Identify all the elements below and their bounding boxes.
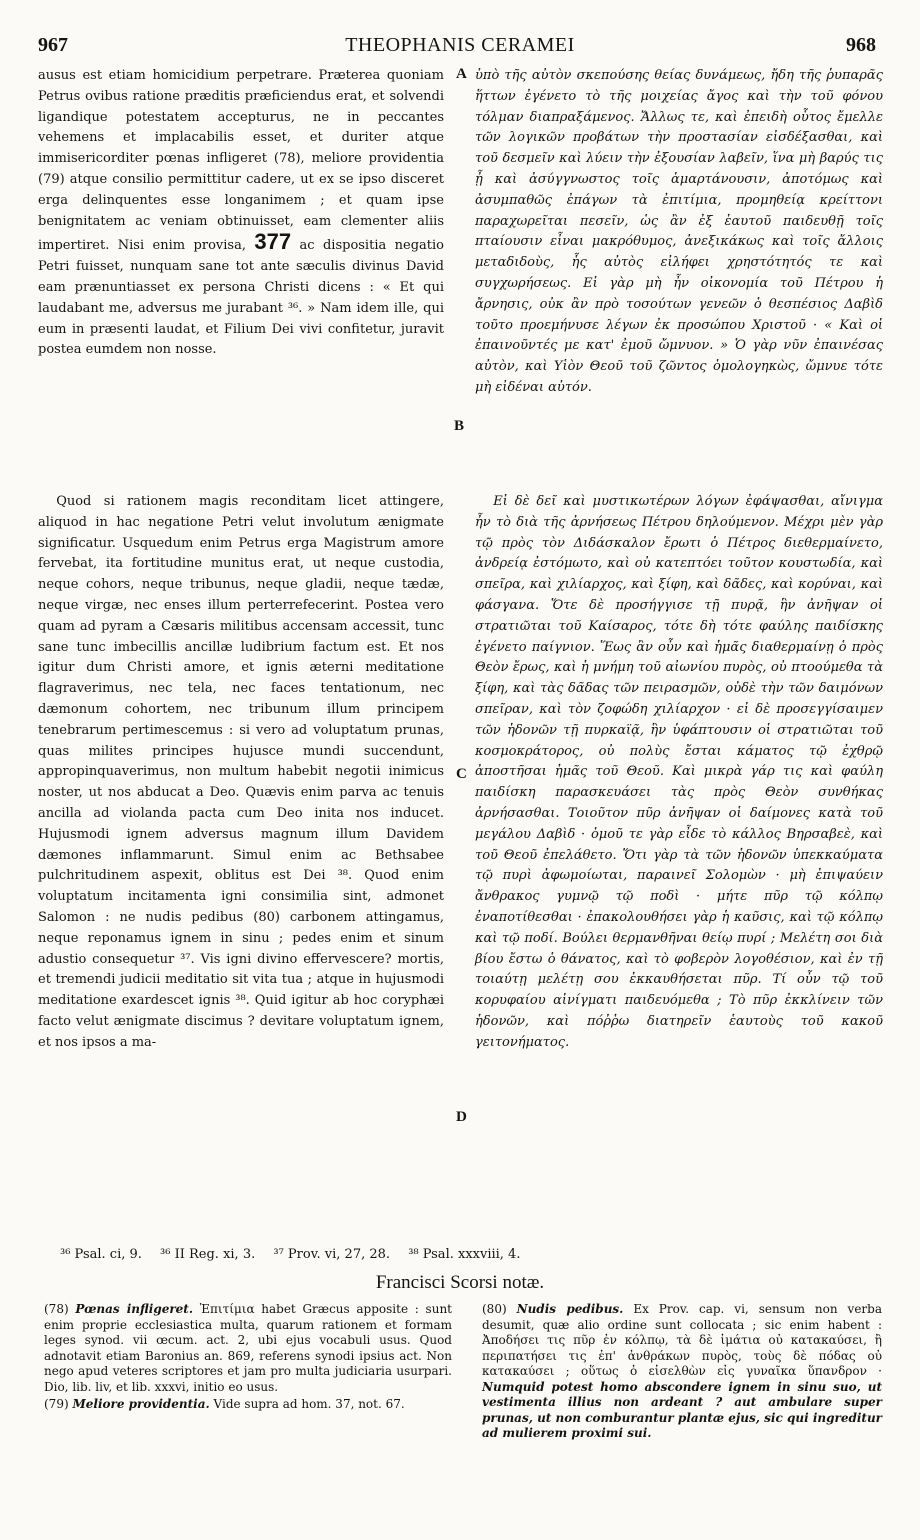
note-80 xyxy=(482,1302,882,1442)
note-80-vulgate: Numquid potest homo abscondere ignem in sinu suo, ut vestimenta illius non ardeant ? aut ambulare super prunas, ut non comburantur plantæ ejus, sic qui ingreditur ad mulierem proximi sui. xyxy=(482,1379,882,1440)
note-79 xyxy=(44,1397,452,1413)
notes-column-left xyxy=(44,1302,452,1415)
latin-paragraph-2: Quod si rationem magis reconditam licet attingere, aliquod in hac negatione Petri velut involutum ænigmate significatur. Usquedum enim Petrus erga Magistrum amore fervebat, ita fortitudine munitus erat, ut neque custodia, neque cohors, neque tribunus, neque gladii, neque tædæ, neque virgæ, nec enses illum perterrefecerint. Postea vero quam ad pyram a Cæsaris militibus accensam accessit, tunc sane tunc imbecillis ancillæ ludibrium factum est. Et nos igitur dum Christi amore, et ignis æterni meditatione flagraverimus, nec tela, nec faces tentationum, nec dæmonum cohortem, nec tribunum illum principem tenebrarum pertimescemus : si vero ad voluptatum prunas, quas milites principes hujusce mundi succendunt, appropinquaverimus, non multum habebit negotii inimicus noster, ut nos abducat a Deo. Quævis enim parva ac tenuis ancilla ad violanda pacta cum Deo inita nos inducet. Hujusmodi ignem adversus magnum illum Davidem dæmones inflammarunt. Simul enim ac Bethsabee pulchritudinem aspexit, oblitus est Dei ³⁸. Quod enim voluptatum incitamenta igni consimilia sint, admonet Salomon : ne nudis pedibus (80) carbonem attingamus, neque reponamus ignem in sinu ; pedes enim et sinum adustio consequetur ³⁷. Vis igni divino effervescere? mortis, et tremendi judicii meditatio sit vita tua ; atque in hujusmodi meditatione exardescet ignis ³⁸. Quid igitur ab hoc coryphæi facto velut ænigmate discimus ? devitare voluptatum ignem, et nos ipsos a ma- xyxy=(38,494,444,1050)
page-number-right: 968 xyxy=(846,34,876,56)
greek-paragraph-2: Εἰ δὲ δεῖ καὶ μυστικωτέρων λόγων ἐφάψασθαι, αἴνιγμα ἦν τὸ διὰ τῆς ἀρνήσεως Πέτρου δηλούμενον. Μέχρι μὲν γὰρ τῷ πρὸς τὸν Διδάσκαλον ἔρωτι ὁ Πέτρος διεθερμαίνετο, ἀνδρείᾳ ἐστόμωτο, καὶ οὐ κατεπτόει τοῦτον κουστωδία, καὶ σπεῖρα, καὶ χιλίαρχος, καὶ ξίφη, καὶ δᾶδες, καὶ κορύναι, καὶ φάσγανα. Ὅτε δὲ προσήγγισε τῇ πυρᾷ, ἣν ἀνῆψαν οἱ στρατιῶται τοῦ Καίσαρος, τότε δὴ τότε φαύλης παιδίσκης ἐγένετο παίγνιον. Ἕως ἂν οὖν καὶ ἡμᾶς διαθερμαίνῃ ὁ πρὸς Θεὸν ἔρως, καὶ ἡ μνήμη τοῦ αἰωνίου πυρὸς, οὐ πτοούμεθα τὰ ξίφη, καὶ τὰς δᾶδας τῶν πειρασμῶν, οὐδὲ τὴν τῶν δαιμόνων σπεῖραν, καὶ τὸν ζοφώδη χιλίαρχον · εἰ δὲ προσεγγίσαιμεν τῶν ἡδονῶν τῇ πυρκαϊᾷ, ἣν ὑφάπτουσιν οἱ στρατιῶται τοῦ κοσμοκράτορος, οὐ πολὺς ἔσται κάματος τῷ ἐχθρῷ ἀποστῆσαι ἡμᾶς τοῦ Θεοῦ. Καὶ μικρὰ γάρ τις καὶ φαύλη παιδίσκη παρασκευάσει τὰς πρὸς Θεὸν συνθήκας ἀρνήσασθαι. Τοιοῦτον πῦρ ἀνῆψαν οἱ δαίμονες κατὰ τοῦ μεγάλου Δαβὶδ · ὁμοῦ τε γὰρ εἶδε τὸ κάλλος Βηρσαβεὲ, καὶ τοῦ Θεοῦ ἐπελάθετο. Ὅτι γὰρ τὰ τῶν ἡδονῶν ὑπεκκαύματα τῷ πυρὶ ἀφωμοίωται, παραινεῖ Σολομὼν · μὴ ἐπιψαύειν ἄνθρακος γυμνῷ τῷ ποδὶ · μήτε πῦρ τῷ κόλπῳ ἐναποτίθεσθαι · ἐπακολουθήσει γὰρ ἡ καῦσις, καὶ τῷ κόλπῳ καὶ τῷ ποδί. Βούλει θερμανθῆναι θείῳ πυρί ; Μελέτη σοι διὰ βίου ἔστω ὁ θάνατος, καὶ τὸ φοβερὸν λογοθέσιον, καὶ ἐν τῇ τοιαύτῃ μελέτῃ σου ἐκκαυθήσεται πῦρ. Τί οὖν τῷ τοῦ κορυφαίου αἰνίγματι παιδευόμεθα ; Τὸ πῦρ ἐκκλίνειν τῶν ἡδονῶν, καὶ πόῤῥω διατηρεῖν ἑαυτοὺς τοῦ κακοῦ γειτονήματος. xyxy=(475,494,883,1050)
greek-paragraph-1: ὑπὸ τῆς αὐτὸν σκεπούσης θείας δυνάμεως, ἤδη τῆς ῥυπαρᾶς ἥττων ἐγένετο τὸ τῆς μοιχείας ἄγος καὶ τὴν τοῦ φόνου τόλμαν διαπραξάμενος. Ἄλλως τε, καὶ ἐπειδὴ οὗτος ἔμελλε τῶν λογικῶν προβάτων τὴν προστασίαν εἰσδέξασθαι, καὶ τοῦ δεσμεῖν καὶ λύειν τὴν ἐξουσίαν λαβεῖν, ἵνα μὴ βαρύς τις ᾖ καὶ ἀσύγγνωστος τοῖς ἁμαρτάνουσιν, ἀποτόμως καὶ ἀσυμπαθῶς ἐπάγων τὰ ἐπιτίμια, προμηθείᾳ κρείττονι παραχωρεῖται πεσεῖν, ὡς ἂν ἐξ ἑαυτοῦ παιδευθῇ τοῖς πταίουσιν εἶναι μακρόθυμος, ἀνεξικάκως καὶ τοῖς ἄλλοις μεταδιδοὺς, ἧς αὐτὸς εἰλήφει χρηστότητός τε καὶ συγχωρήσεως. Εἰ γὰρ μὴ ἦν οἰκονομία τοῦ Πέτρου ἡ ἄρνησις, οὐκ ἂν πρὸ τοσούτων γενεῶν ὁ θεσπέσιος Δαβὶδ τοῦτο προεμήνυσε λέγων ἐκ προσώπου Χριστοῦ · « Καὶ οἱ ἐπαινοῦντές με κατ' ἐμοῦ ὤμνυον. » Ὁ γὰρ νῦν ἐπαινέσας αὐτὸν, καὶ Υἱὸν Θεοῦ τοῦ ζῶντος ὁμολογηκὼς, ὤμνυε τότε μὴ εἰδέναι αὐτόν. xyxy=(475,68,883,395)
note-78-lemma: Pœnas infligeret. xyxy=(75,1302,194,1316)
reference-2: ³⁶ II Reg. xi, 3. xyxy=(160,1247,256,1262)
note-80-lemma: Nudis pedibus. xyxy=(516,1302,624,1316)
reference-1: ³⁶ Psal. ci, 9. xyxy=(60,1247,142,1262)
note-80-number: (80) xyxy=(482,1302,507,1316)
note-79-text: Vide supra ad hom. 37, not. 67. xyxy=(213,1397,405,1411)
note-80-text: Ex Prov. cap. vi, sensum non verba desumit, quæ alio ordine sunt collocata ; sic enim habent : Ἀποδήσει τις πῦρ ἐν κόλπῳ, τὰ δὲ ἱμάτια οὐ κατακαύσει, ἢ περιπατήσει τις ἐπ' ἀνθράκων πυρὸς, τοὺς δὲ πόδας οὐ κατακαύσει ; οὕτως ὁ εἰσελθὼν εἰς γυναῖκα ὕπανδρον · xyxy=(482,1302,882,1378)
marginal-number: 377 xyxy=(254,229,292,255)
notes-title: Francisci Scorsi notæ. xyxy=(375,1272,545,1293)
reference-3: ³⁷ Prov. vi, 27, 28. xyxy=(273,1247,391,1262)
latin-text-1: ausus est etiam homicidium perpetrare. Præterea quoniam Petrus ovibus ratione præditis præficiendus erat, et solvendi ligandique potestatem accepturus, ne in peccantes vehemens et implacabilis esset, et duriter atque immisericorditer pœnas infligeret (78), meliore providentia (79) atque consilio permittitur cadere, ut ex se ipso disceret erga delinquentes esse longanimem ; et quam ipse benignitatem ac veniam obtinuisset, eam clementer aliis impertiret. Nisi enim provisa, xyxy=(38,68,444,254)
running-title: THEOPHANIS CERAMEI xyxy=(345,34,575,56)
latin-paragraph-1 xyxy=(38,66,444,361)
note-79-lemma: Meliore providentia. xyxy=(72,1397,210,1411)
note-78-number: (78) xyxy=(44,1302,69,1316)
section-letter-c: C xyxy=(456,766,467,782)
greek-column-top xyxy=(475,66,883,399)
section-letter-d: D xyxy=(456,1109,467,1125)
latin-column-bottom xyxy=(38,492,444,1054)
reference-4: ³⁸ Psal. xxxviii, 4. xyxy=(408,1247,521,1262)
page-header xyxy=(0,34,920,64)
scripture-references xyxy=(60,1247,900,1262)
section-letter-a: A xyxy=(456,66,467,82)
latin-text-2: ac dispositia negatio Petri fuisset, nunquam sane tot ante sæculis divinus David eam prænuntiasset ex persona Christi dicens : « Et qui laudabant me, adversus me jurabant ³⁶. » Nam idem ille, qui eum in præsenti laudat, et Filium Dei vivi confitetur, juravit postea eumdem non nosse. xyxy=(38,238,444,358)
note-78 xyxy=(44,1302,452,1395)
note-78-text: Ἐπιτίμια habet Græcus apposite : sunt enim proprie ecclesiastica multa, quarum rationem et formam leges synod. vii œcum. act. 2, ubi ejus vocabuli usus. Quod adnotavit etiam Baronius an. 869, referens synodi ipsius act. Non nego apud veteres scriptores et jam pro multa judiciaria usurpari. Dio, lib. liv, et lib. xxxvi, initio eo usus. xyxy=(44,1302,452,1394)
greek-column-bottom xyxy=(475,492,883,1054)
latin-column-top xyxy=(38,66,444,361)
section-letter-b: B xyxy=(454,418,465,434)
notes-column-right xyxy=(482,1302,882,1444)
note-79-number: (79) xyxy=(44,1397,69,1411)
page-number-left: 967 xyxy=(38,34,68,56)
